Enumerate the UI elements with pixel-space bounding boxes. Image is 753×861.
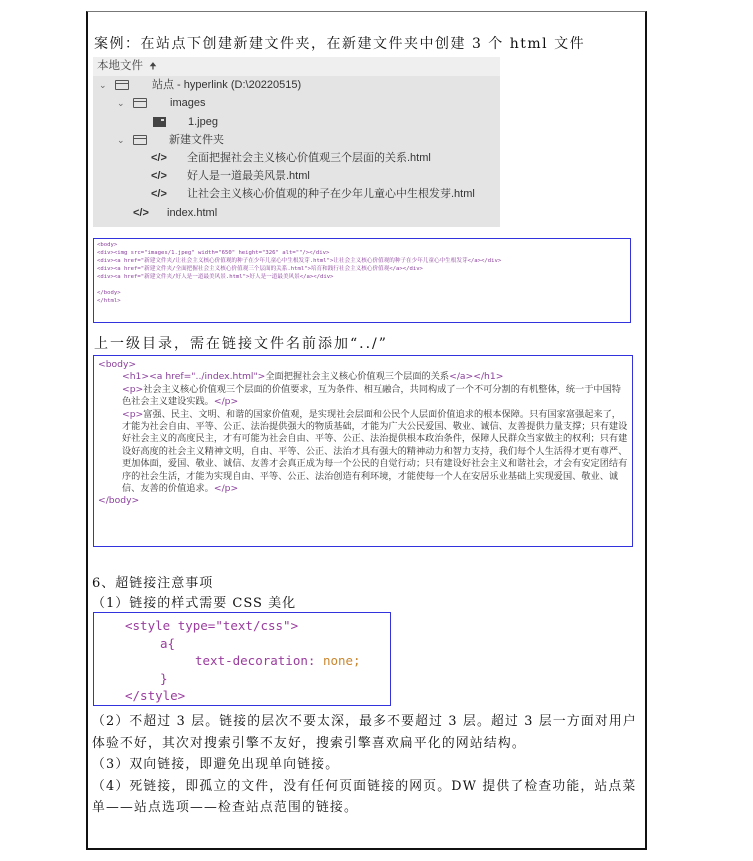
code-tag: </p> [213, 396, 239, 408]
tree-item-images[interactable] [117, 94, 205, 112]
files-panel-header[interactable] [93, 57, 500, 76]
code-tag: <h1><a href="../index.html"> [122, 371, 266, 383]
parent-dir-heading: 上一级目录，需在链接文件名前添加“../” [94, 336, 388, 352]
code-tag: <body> [98, 359, 137, 370]
folder-icon [115, 80, 129, 90]
tree-item-label: 新建文件夹 [169, 134, 224, 146]
code-value: none; [322, 653, 361, 668]
tree-item-new-folder[interactable] [117, 131, 224, 149]
section6-title: 6、超链接注意事项 [92, 576, 214, 591]
tree-item-jpeg[interactable] [153, 113, 218, 131]
chevron-down-icon[interactable]: ⌄ [117, 135, 125, 145]
folder-icon [133, 135, 147, 145]
code-line: </body> [97, 290, 121, 296]
css-code-block [93, 612, 391, 706]
code-icon: </> [151, 152, 167, 164]
local-files-panel [93, 57, 500, 227]
folder-icon [133, 98, 147, 108]
tree-item-label: index.html [167, 207, 218, 219]
subpage-code-block [93, 355, 633, 547]
code-tag: </a></h1> [449, 371, 504, 383]
code-text: 全面把握社会主义核心价值观三个层面的关系 [265, 371, 450, 383]
section6-notes [92, 711, 644, 819]
tree-item-index[interactable] [133, 204, 217, 222]
code-line [97, 281, 627, 289]
code-icon: </> [151, 170, 167, 182]
code-line: <div><a href="新建文件夹/让社会主义核心价值观的种子在少年儿童心中生根发芽.html">让社会主义核心价值观的种子在少年儿童心中生根发芽</a></div> [97, 258, 502, 264]
code-property: text-decoration: [195, 653, 323, 668]
tree-item-label: 让社会主义核心价值观的种子在少年儿童心中生根发芽.html [187, 188, 475, 200]
section6-item3: （3）双向链接，即避免出现单向链接。 [92, 757, 340, 772]
code-line: <body> [97, 242, 118, 248]
case-heading: 案例：在站点下创建新建文件夹，在新建文件夹中创建 3 个 html 文件 [94, 36, 586, 52]
code-tag: <p> [122, 383, 144, 395]
tree-item-label: images [170, 97, 206, 109]
tree-item-html-2[interactable] [151, 167, 310, 185]
index-code-block [93, 238, 631, 323]
tree-item-label: 1.jpeg [188, 116, 218, 128]
tree-item-label: 站点 - hyperlink (D:\20220515) [152, 79, 302, 91]
code-tag: </p> [213, 483, 239, 495]
code-line: <div><a href="新建文件夹/好人是一道最美风景.html">好人是一道最美风景</a></div> [97, 274, 334, 280]
code-line: </html> [97, 298, 121, 304]
code-line: <div><img src="images/1.jpeg" width="650" height="326" alt=""/></div> [97, 250, 330, 256]
tree-item-site[interactable] [99, 76, 301, 94]
chevron-down-icon[interactable]: ⌄ [117, 98, 125, 108]
tree-item-label: 全面把握社会主义核心价值观三个层面的关系.html [187, 152, 431, 164]
code-text: 富强、民主、文明、和谐的国家价值观，是实现社会层面和公民个人层面价值追求的根本保障。只有国家富强起来了，才能为社会自由、平等、公正、法治提供强大的物质基础，才能为广大公民爱国、敬业、诚信、友善提供力量支撑；只有建设好社会主义的高度民主，才有可能为社会自由、平等、公正、法治提供根本政治条件，保障人民群众当家做主的权利；只有建设好高度的社会主义精神文明，自由、平等、公正、法治才具有强大的精神动力和智力支持，我们每个人生活得才更有尊严、更加体面，爱国、敬业、诚信、友善才会真正成为每一个公民的自觉行动；只有建设好社会主义和谐社会，才会有安定团结有序的社会生活，才能为实现自由、平等、公正、法治创造有利环境，才能使每一个人在安居乐业基础上实现爱国、敬业、诚信、友善的价值追求。 [122, 408, 628, 495]
tree-item-html-1[interactable] [151, 149, 431, 167]
tree-item-html-3[interactable] [151, 185, 475, 203]
image-icon [153, 117, 166, 127]
code-selector: a{ [160, 635, 176, 651]
section6-item4: （4）死链接，即孤立的文件，没有任何页面链接的网页。DW 提供了检查功能，站点菜单——站点选项——检查站点范围的链接。 [92, 778, 637, 815]
tree-item-label: 好人是一道最美风景.html [187, 170, 310, 182]
code-text: 社会主义核心价值观三个层面的价值要求，互为条件、相互融合，共同构成了一个不可分割的有机整体，统一于中国特色社会主义建设实践。 [122, 383, 621, 408]
section6-item2: （2）不超过 3 层。链接的层次不要太深，最多不要超过 3 层。超过 3 层一方面对用户体验不好，其次对搜索引擎不友好，搜索引擎喜欢扁平化的网站结构。 [92, 714, 637, 751]
code-icon: </> [133, 207, 149, 219]
code-tag: <style [125, 618, 178, 633]
code-line: <div><a href="新建文件夹/全面把握社会主义核心价值观三个层面的关系.html">培育和践行社会主义核心价值观</a></div> [97, 266, 423, 272]
code-tag: <p> [122, 408, 144, 420]
section6-item1: （1）链接的样式需要 CSS 美化 [92, 596, 297, 611]
code-brace: } [160, 670, 168, 686]
code-tag: </style> [125, 688, 186, 703]
arrow-up-icon[interactable]: 🠉 [149, 61, 157, 71]
code-tag: </body> [98, 495, 140, 507]
files-panel-title: 本地文件 [97, 60, 143, 72]
code-icon: </> [151, 188, 167, 200]
code-attr: type="text/css"> [177, 618, 299, 633]
chevron-down-icon[interactable]: ⌄ [99, 80, 107, 90]
